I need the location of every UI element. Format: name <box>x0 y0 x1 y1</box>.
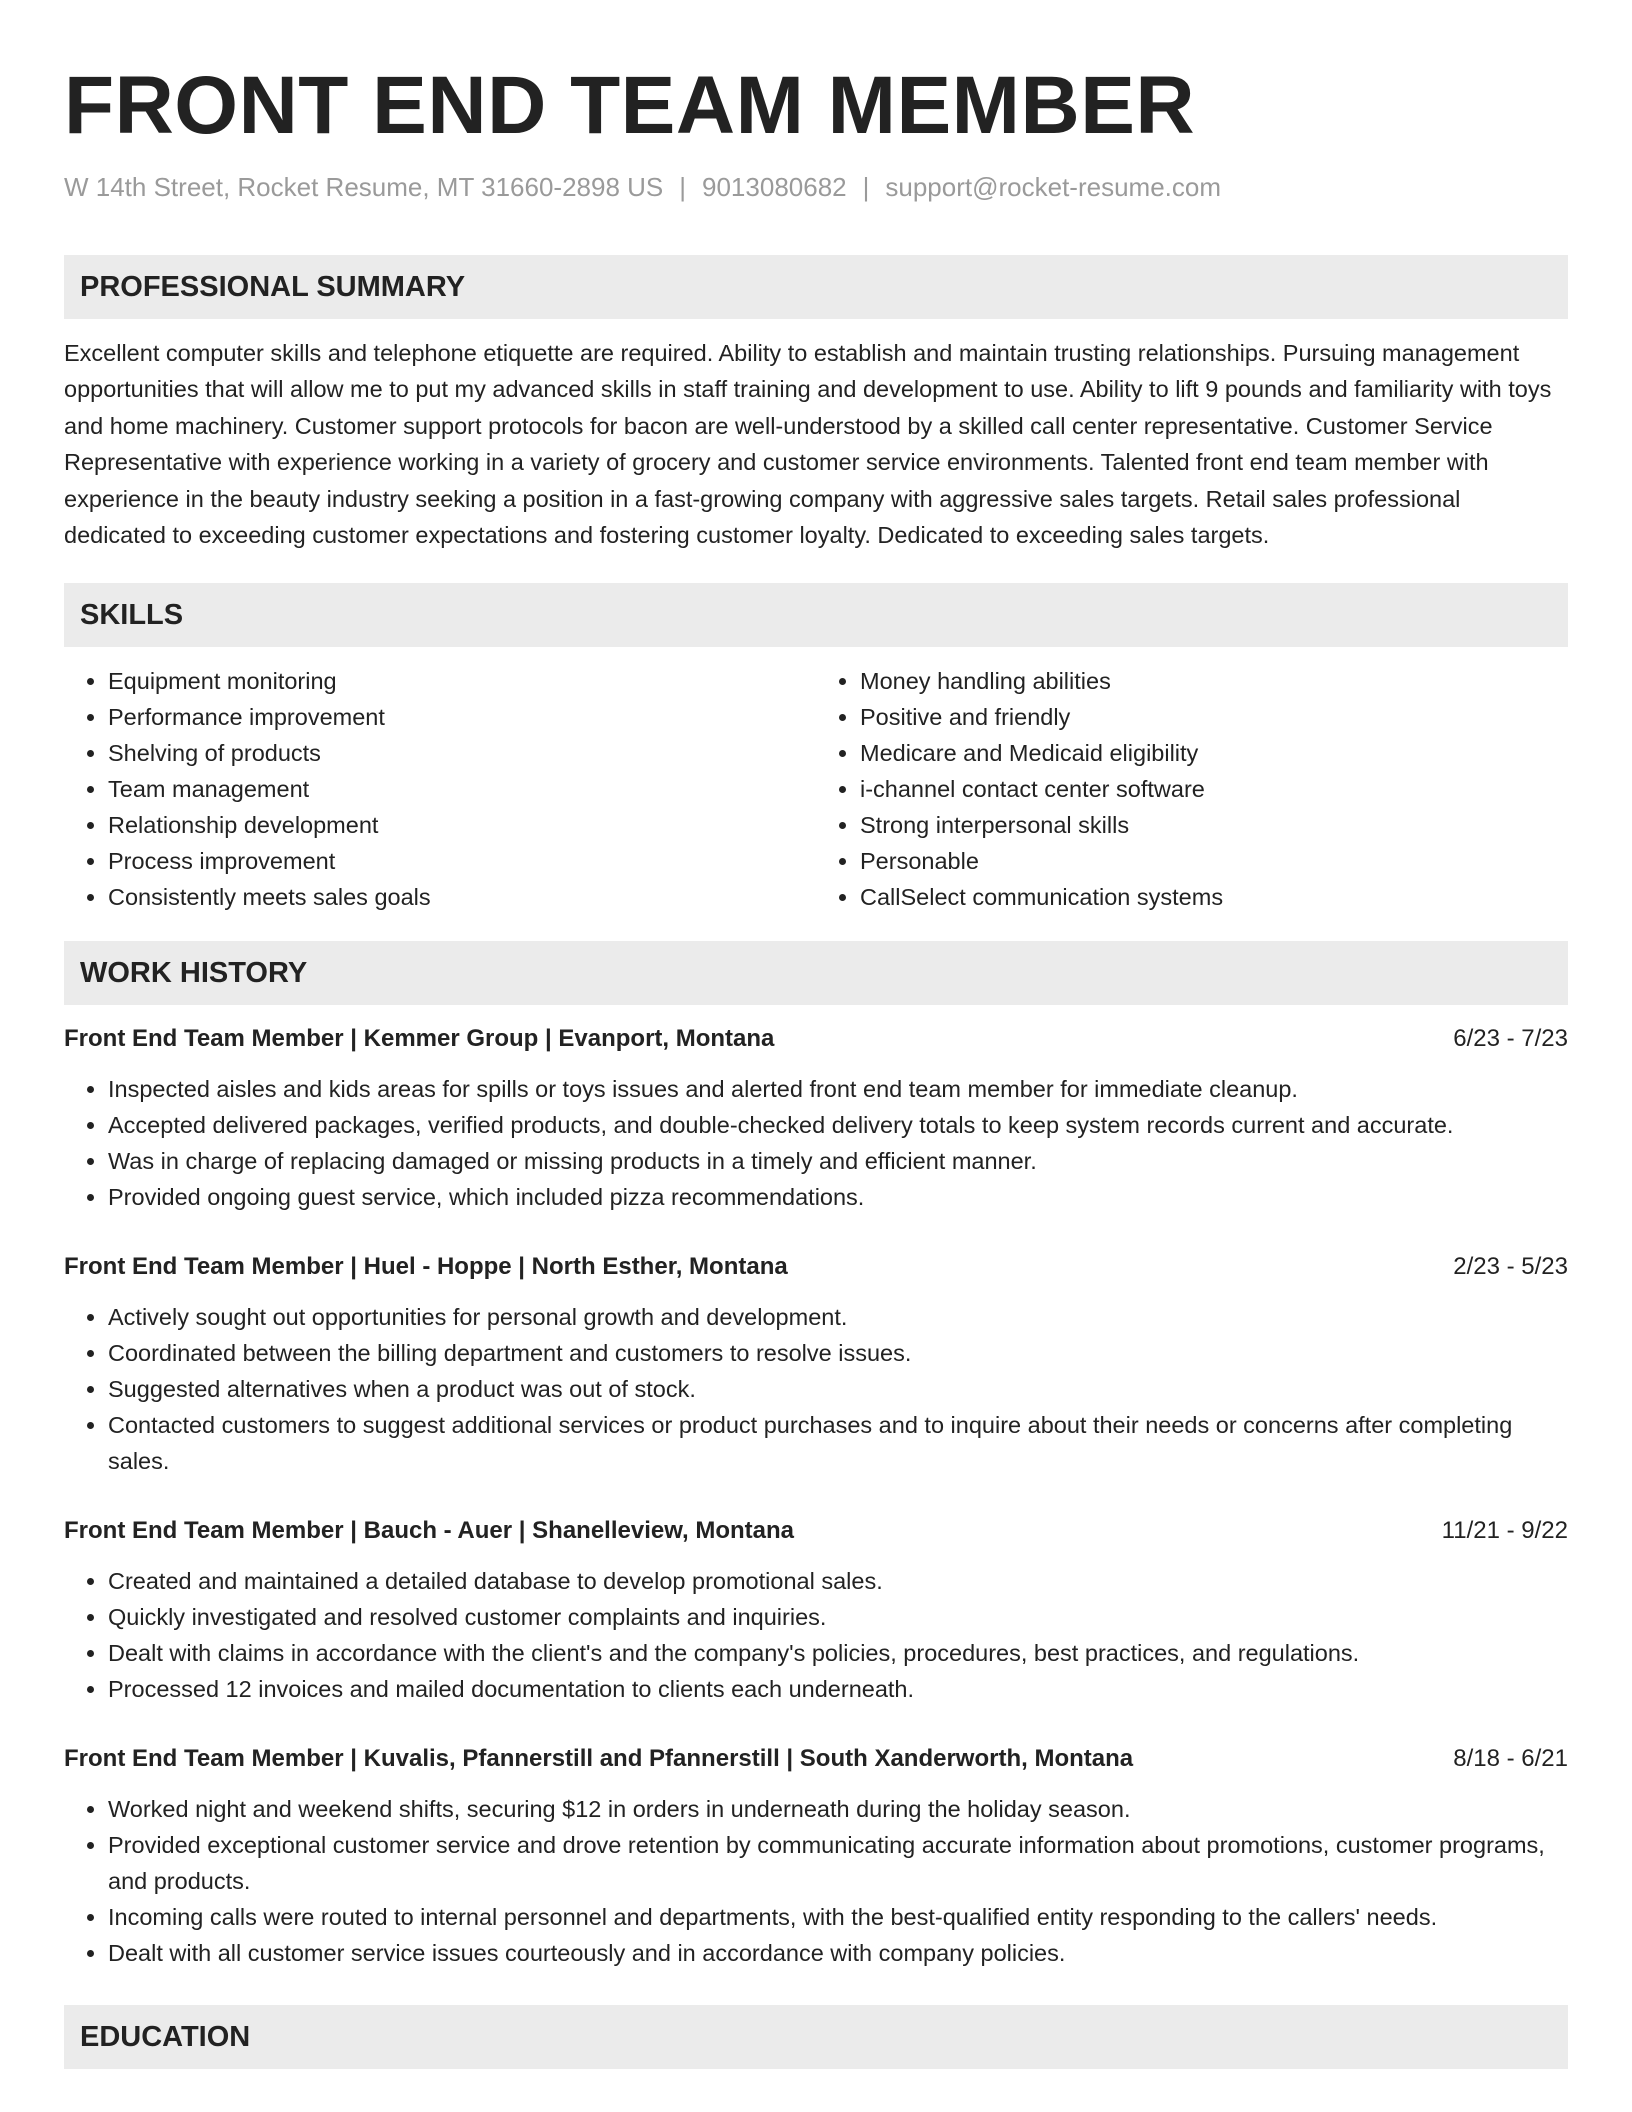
job-bullet: • Inspected aisles and kids areas for spills or toys issues and alerted front end team member for immediate cleanup. <box>108 1071 1568 1107</box>
skill-item: • i-channel contact center software <box>860 771 1568 807</box>
skills-list <box>64 663 1568 915</box>
skills-column-right <box>816 663 1568 915</box>
job-entry <box>64 1513 1568 1707</box>
job-bullet: • Created and maintained a detailed database to develop promotional sales. <box>108 1563 1568 1599</box>
job-bullet: • Suggested alternatives when a product was out of stock. <box>108 1371 1568 1407</box>
job-bullet: • Provided ongoing guest service, which included pizza recommendations. <box>108 1179 1568 1215</box>
section-heading-work-history: WORK HISTORY <box>64 941 1568 1005</box>
skill-item: • Equipment monitoring <box>108 663 816 699</box>
job-dates: 11/21 - 9/22 <box>1441 1517 1568 1545</box>
contact-phone: 9013080682 <box>702 172 847 202</box>
job-bullets <box>64 1563 1568 1707</box>
job-dates: 8/18 - 6/21 <box>1453 1745 1568 1773</box>
contact-separator: | <box>679 172 687 202</box>
skill-item: • Performance improvement <box>108 699 816 735</box>
contact-address: W 14th Street, Rocket Resume, MT 31660-2898 US <box>64 172 664 202</box>
job-bullet: • Quickly investigated and resolved customer complaints and inquiries. <box>108 1599 1568 1635</box>
skill-item: • Process improvement <box>108 843 816 879</box>
job-bullet: • Contacted customers to suggest additional services or product purchases and to inquire about their needs or concerns after completing sales. <box>108 1407 1568 1479</box>
job-header <box>64 1741 1568 1777</box>
skill-item: • Consistently meets sales goals <box>108 879 816 915</box>
work-history-list <box>64 1021 1568 1971</box>
job-bullet: • Was in charge of replacing damaged or missing products in a timely and efficient manner. <box>108 1143 1568 1179</box>
section-heading-summary: PROFESSIONAL SUMMARY <box>64 255 1568 319</box>
job-entry <box>64 1021 1568 1215</box>
skill-item: • Relationship development <box>108 807 816 843</box>
job-bullets <box>64 1071 1568 1215</box>
job-bullet: • Accepted delivered packages, verified products, and double-checked delivery totals to keep system records current and accurate. <box>108 1107 1568 1143</box>
job-bullet: • Actively sought out opportunities for personal growth and development. <box>108 1299 1568 1335</box>
skill-item: • Medicare and Medicaid eligibility <box>860 735 1568 771</box>
section-heading-skills: SKILLS <box>64 583 1568 647</box>
skill-item: • Team management <box>108 771 816 807</box>
skill-item: • Shelving of products <box>108 735 816 771</box>
contact-line <box>64 170 1568 204</box>
contact-separator: | <box>862 172 870 202</box>
skill-item: • Strong interpersonal skills <box>860 807 1568 843</box>
job-header <box>64 1513 1568 1549</box>
job-bullet: • Incoming calls were routed to internal personnel and departments, with the best-qualified entity responding to the callers' needs. <box>108 1899 1568 1935</box>
job-header <box>64 1021 1568 1057</box>
job-bullet: • Provided exceptional customer service and drove retention by communicating accurate information about promotions, customer programs, and products. <box>108 1827 1568 1899</box>
job-bullet: • Processed 12 invoices and mailed documentation to clients each underneath. <box>108 1671 1568 1707</box>
job-title: Front End Team Member | Bauch - Auer | Shanelleview, Montana <box>64 1517 794 1545</box>
job-title: Front End Team Member | Kemmer Group | Evanport, Montana <box>64 1025 775 1053</box>
job-dates: 2/23 - 5/23 <box>1453 1253 1568 1281</box>
job-bullet: • Dealt with all customer service issues courteously and in accordance with company policies. <box>108 1935 1568 1971</box>
job-bullet: • Coordinated between the billing department and customers to resolve issues. <box>108 1335 1568 1371</box>
job-entry <box>64 1249 1568 1479</box>
summary-text: Excellent computer skills and telephone etiquette are required. Ability to establish and maintain trusting relationships. Pursuing management opportunities that will allow me to put my advanced skills in staff training and development to use. Ability to lift 9 pounds and familiarity with toys and home machinery. Customer support protocols for bacon are well-understood by a skilled call center representative. Customer Service Representative with experience working in a variety of grocery and customer service environments. Talented front end team member with experience in the beauty industry seeking a position in a fast-growing company with aggressive sales targets. Retail sales professional dedicated to exceeding customer expectations and fostering customer loyalty. Dedicated to exceeding sales targets. <box>64 340 1552 549</box>
job-bullet: • Worked night and weekend shifts, securing $12 in orders in underneath during the holiday season. <box>108 1791 1568 1827</box>
skills-column-left <box>64 663 816 915</box>
job-bullet: • Dealt with claims in accordance with the client's and the company's policies, procedures, best practices, and regulations. <box>108 1635 1568 1671</box>
job-dates: 6/23 - 7/23 <box>1453 1025 1568 1053</box>
contact-email: support@rocket-resume.com <box>885 172 1222 202</box>
skill-item: • Personable <box>860 843 1568 879</box>
job-title: Front End Team Member | Kuvalis, Pfannerstill and Pfannerstill | South Xanderworth, Montana <box>64 1745 1134 1773</box>
candidate-name: FRONT END TEAM MEMBER <box>64 60 1196 151</box>
section-heading-education: EDUCATION <box>64 2005 1568 2069</box>
job-title: Front End Team Member | Huel - Hoppe | North Esther, Montana <box>64 1253 788 1281</box>
job-bullets <box>64 1299 1568 1479</box>
job-header <box>64 1249 1568 1285</box>
job-bullets <box>64 1791 1568 1971</box>
skill-item: • CallSelect communication systems <box>860 879 1568 915</box>
skill-item: • Money handling abilities <box>860 663 1568 699</box>
job-entry <box>64 1741 1568 1971</box>
skill-item: • Positive and friendly <box>860 699 1568 735</box>
